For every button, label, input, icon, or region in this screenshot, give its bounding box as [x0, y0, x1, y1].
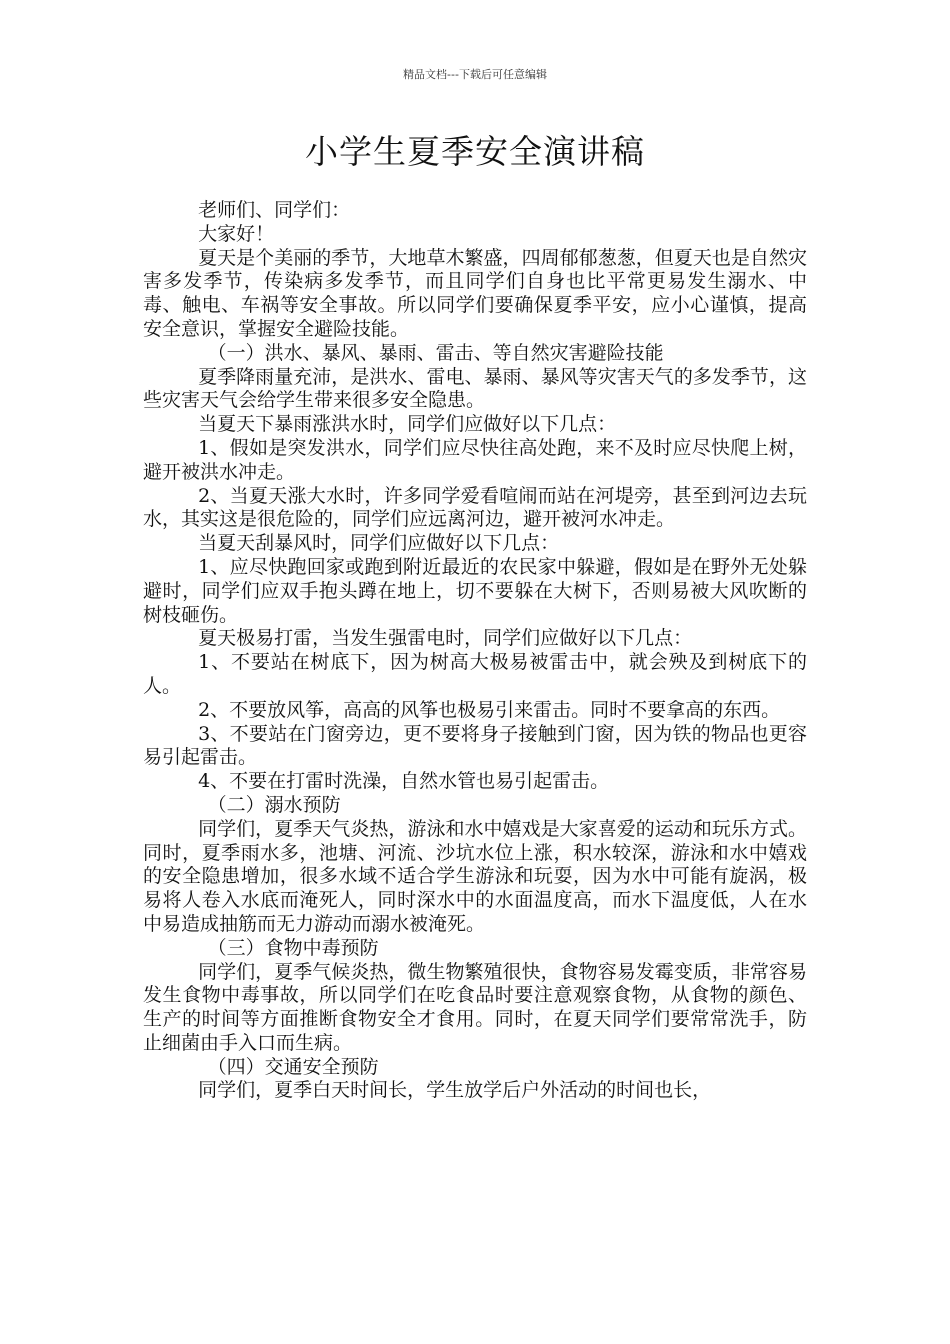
paragraph: 当夏天刮暴风时，同学们应做好以下几点：: [198, 532, 560, 555]
paragraph: 大家好！: [198, 222, 275, 245]
paragraph: 1、不要站在树底下，因为树高大极易被雷击中，就会殃及到树底下的人。: [143, 651, 807, 697]
paragraph: 1、应尽快跑回家或跑到附近最近的农民家中躲避，假如是在野外无处躲避时，同学们应双手抱头蹲在地上，切不要躲在大树下，否则易被大风吹断的树枝砸伤。: [143, 555, 807, 626]
paragraph: 4、不要在打雷时洗澡，自然水管也易引起雷击。: [198, 770, 610, 793]
section-heading: （一）洪水、暴风、暴雨、雷击、等自然灾害避险技能: [207, 341, 664, 364]
paragraph: 同学们，夏季白天时间长，学生放学后户外活动的时间也长，: [198, 1079, 712, 1102]
document-title: 小学生夏季安全演讲稿: [305, 132, 645, 171]
paragraph: 夏天是个美丽的季节，大地草木繁盛，四周郁郁葱葱，但夏天也是自然灾害多发季节，传染病多发季节，而且同学们自身也比平常更易发生溺水、中毒、触电、车祸等安全事故。所以同学们要确保夏季平安，应小心谨慎，提高安全意识，掌握安全避险技能。: [143, 246, 807, 340]
paragraph: 同学们，夏季天气炎热，游泳和水中嬉戏是大家喜爱的运动和玩乐方式。同时，夏季雨水多，池塘、河流、沙坑水位上涨，积水较深，游泳和水中嬉戏的安全隐患增加，很多水域不适合学生游泳和玩耍，因为水中可能有旋涡，极易将人卷入水底而淹死人，同时深水中的水面温度高，而水下温度低，人在水中易造成抽筋而无力游动而溺水被淹死。: [143, 817, 807, 935]
paragraph: 同学们，夏季气候炎热，微生物繁殖很快，食物容易发霉变质，非常容易发生食物中毒事故，所以同学们在吃食品时要注意观察食物，从食物的颜色、生产的时间等方面推断食物安全才食用。同时，在夏天同学们要常常洗手，防止细菌由手入口而生病。: [143, 960, 807, 1054]
paragraph: 老师们、同学们：: [198, 199, 351, 221]
paragraph: 当夏天下暴雨涨洪水时，同学们应做好以下几点：: [198, 413, 617, 436]
paragraph: 1、假如是突发洪水，同学们应尽快往高处跑，来不及时应尽快爬上树，避开被洪水冲走。: [143, 436, 807, 483]
header-note: 精品文档---下载后可任意编辑: [403, 68, 547, 81]
paragraph: 夏季降雨量充沛，是洪水、雷电、暴雨、暴风等灾害天气的多发季节，这些灾害天气会给学生带来很多安全隐患。: [143, 365, 807, 412]
section-heading: （四）交通安全预防: [207, 1055, 379, 1078]
paragraph: 3、不要站在门窗旁边，更不要将身子接触到门窗，因为铁的物品也更容易引起雷击。: [143, 722, 807, 769]
paragraph: 2、不要放风筝，高高的风筝也极易引来雷击。同时不要拿高的东西。: [198, 698, 781, 721]
document-body: [143, 199, 807, 1103]
section-heading: （三）食物中毒预防: [207, 936, 379, 959]
paragraph: 夏天极易打雷，当发生强雷电时，同学们应做好以下几点：: [198, 627, 693, 650]
section-heading: （二）溺水预防: [207, 793, 341, 816]
paragraph: 2、当夏天涨大水时，许多同学爱看喧闹而站在河堤旁，甚至到河边去玩水，其实这是很危险的，同学们应远离河边，避开被河水冲走。: [143, 484, 807, 531]
